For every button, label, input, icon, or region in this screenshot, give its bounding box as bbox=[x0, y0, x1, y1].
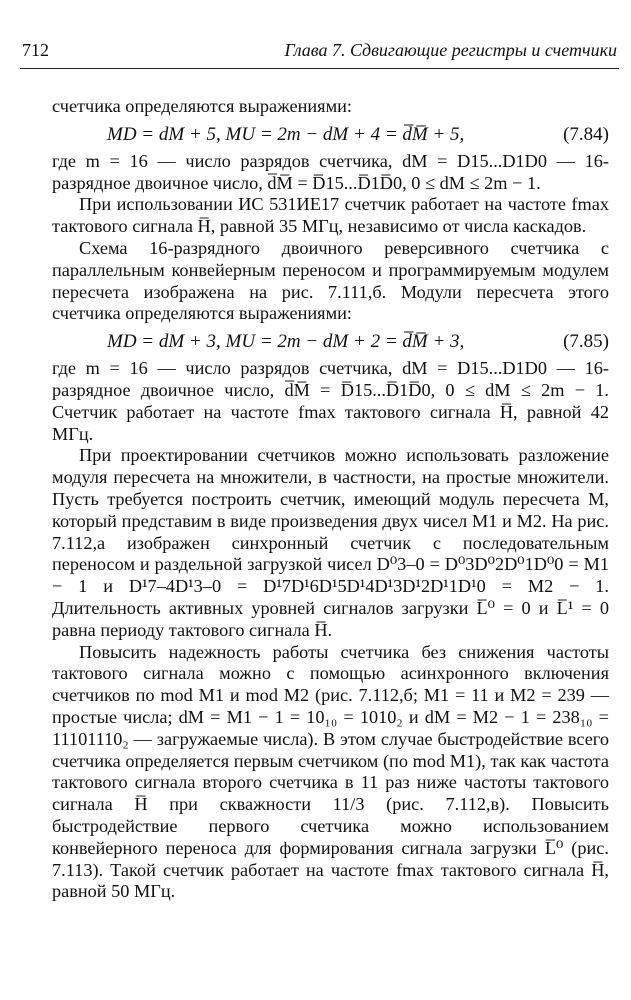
equation-body: MD = dM + 5, MU = 2m − dM + 4 = d̅M̅ + 5, bbox=[107, 123, 465, 145]
paragraph-5: где m = 16 — число разрядов счетчика, dM = D15...D1D0 — 16-разрядное двоичное число, d̅M̅ = D̅15...D̅1D̅0, 0 ≤ dM ≤ 2m − 1. Счетчик работает на частоте fmax тактового сигнала H̅, равной 42 МГц. bbox=[52, 358, 609, 444]
page-header bbox=[22, 40, 617, 66]
paragraph-7: Повысить надежность работы счетчика без снижения частоты тактового сигнала можно с помощью асинхронного включения счетчиков по mod M1 и mod M2 (рис. 7.112,б; M1 = 11 и M2 = 239 — простые числа; dM = M1 − 1 = 10₁₀ = 1010₂ и dM = M2 − 1 = 238₁₀ = 11101110₂ — загружаемые числа). В этом случае быстродействие всего счетчика определяется первым счетчиком (по mod M1), так как частота тактового сигнала второго счетчика в 11 раз ниже частоты тактового сигнала H̅ при скважности 11/3 (рис. 7.112,в). Повысить быстродействие первого счетчика можно использованием конвейерного переноса для формирования сигнала загрузки L̅⁰ (рис. 7.113). Такой счетчик работает на частоте fmax тактового сигнала H̅, равной 50 МГц. bbox=[52, 641, 609, 902]
page-number: 712 bbox=[22, 40, 49, 60]
paragraph-3: При использовании ИС 531ИЕ17 счетчик работает на частоте fmax тактового сигнала H̅, равной 35 МГц, независимо от числа каскадов. bbox=[52, 194, 609, 237]
equation-7-85 bbox=[52, 328, 609, 355]
equation-number: (7.84) bbox=[563, 123, 609, 145]
equation-body: MD = dM + 3, MU = 2m − dM + 2 = d̅M̅ + 3, bbox=[107, 331, 465, 353]
paragraph-2: где m = 16 — число разрядов счетчика, dM = D15...D1D0 — 16-разрядное двоичное число, d̅M̅ = D̅15...D̅1D̅0, 0 ≤ dM ≤ 2m − 1. bbox=[52, 150, 609, 193]
paragraph-6: При проектировании счетчиков можно использовать разложение модуля пересчета на множители, в частности, на простые множители. Пусть требуется построить счетчик, имеющий модуль пересчета M, который представим в виде произведения двух чисел M1 и M2. На рис. 7.112,а изображен синхронный счетчик с последовательным переносом и раздельной загрузкой чисел D⁰3–0 = D⁰3D⁰2D⁰1D⁰0 = M1 − 1 и D¹7–4D¹3–0 = D¹7D¹6D¹5D¹4D¹3D¹2D¹1D¹0 = M2 − 1. Длительность активных уровней сигналов загрузки L̅⁰ = 0 и L̅¹ = 0 равна периоду тактового сигнала H̅. bbox=[52, 445, 609, 640]
page-body bbox=[52, 96, 609, 903]
equation-number: (7.85) bbox=[563, 331, 609, 353]
equation-7-84 bbox=[52, 121, 609, 148]
paragraph-1: счетчика определяются выражениями: bbox=[52, 96, 352, 116]
running-title: Глава 7. Сдвигающие регистры и счетчики bbox=[284, 40, 617, 60]
paragraph-4: Схема 16-разрядного двоичного реверсивного счетчика с параллельным конвейерным переносом и программируемым модулем пересчета изображена на рис. 7.111,б. Модули пересчета этого счетчика определяются выражениями: bbox=[52, 237, 609, 324]
header-rule bbox=[20, 68, 619, 69]
